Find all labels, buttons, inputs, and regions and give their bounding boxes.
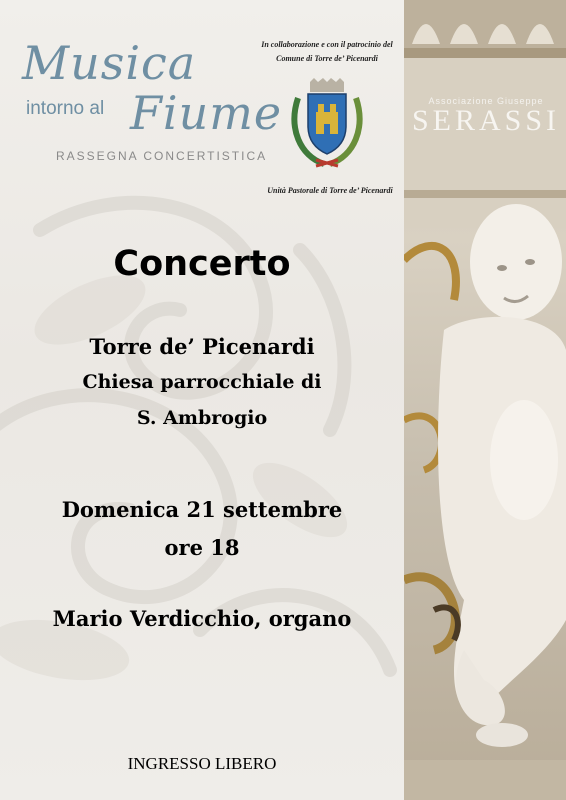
concert-place: Torre de’ Picenardi <box>89 334 315 359</box>
association-label: Associazione Giuseppe <box>428 96 544 106</box>
admission-text: INGRESSO LIBERO <box>127 754 277 773</box>
concert-title: Concerto <box>113 244 291 284</box>
logo-fiume-text: Fiume <box>130 86 283 140</box>
logo-intorno-text: intorno al <box>26 98 105 119</box>
concert-performer: Mario Verdicchio, organo <box>52 606 352 631</box>
concert-date: Domenica 21 settembre <box>61 497 343 522</box>
municipal-crest-icon <box>288 78 366 168</box>
collaboration-line-2: Comune di Torre de’ Picenardi <box>276 54 378 63</box>
logo-musica-text: Musica <box>22 36 197 90</box>
festival-logo <box>22 36 283 166</box>
parish-text: Unità Pastorale di Torre de’ Picenardi <box>267 186 393 195</box>
concert-time: ore 18 <box>164 535 240 560</box>
concert-church-line-1: Chiesa parrocchiale di <box>82 371 322 393</box>
concert-church-line-2: S. Ambrogio <box>136 407 268 429</box>
collaboration-text <box>252 38 402 66</box>
logo-subtitle: RASSEGNA CONCERTISTICA <box>56 149 268 163</box>
association-name: SERASSI <box>411 104 561 137</box>
collaboration-line-1: In collaborazione e con il patrocinio del <box>261 40 393 49</box>
